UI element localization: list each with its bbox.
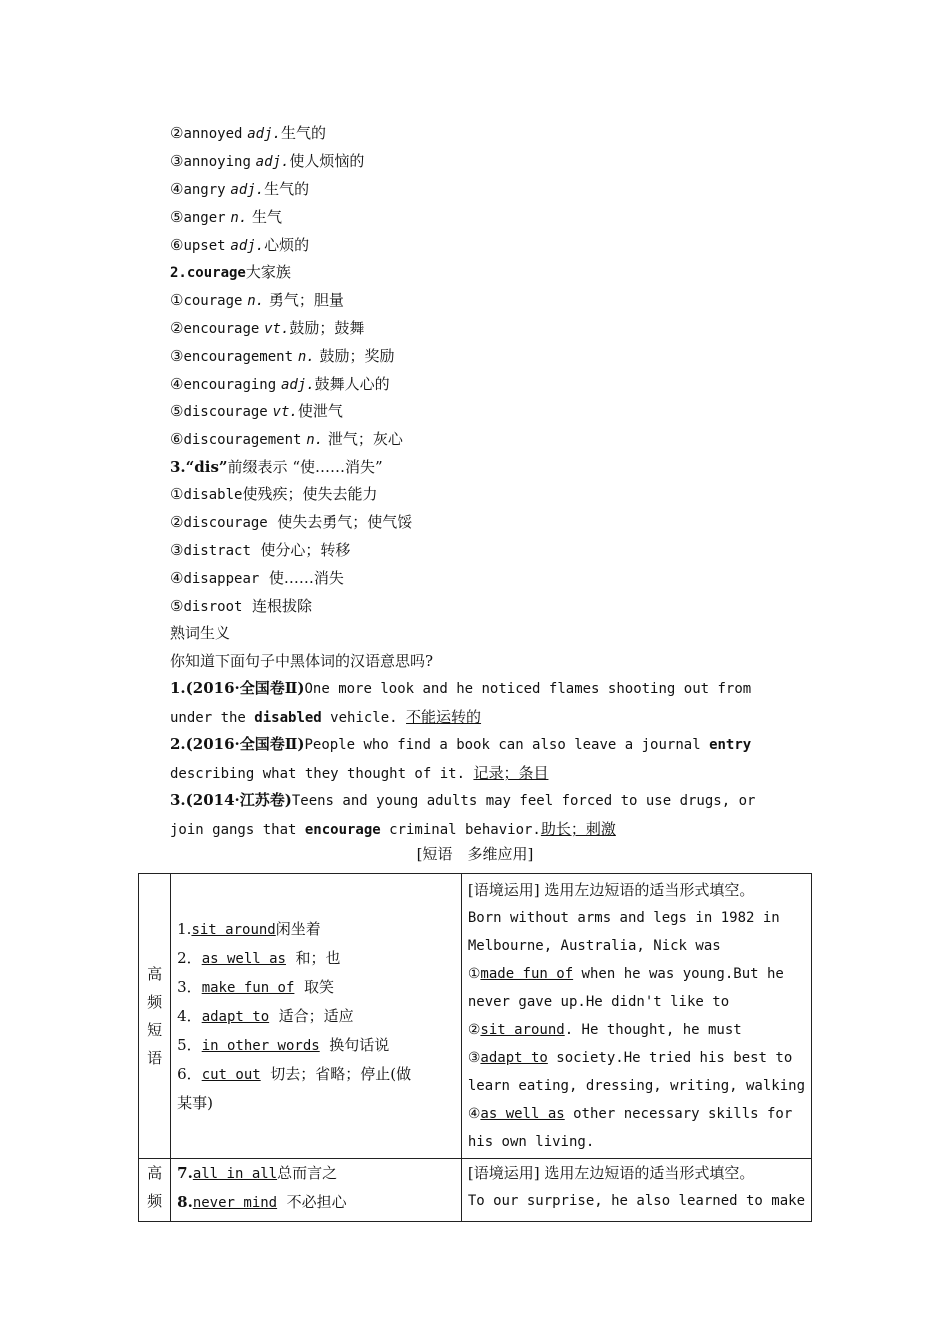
table-row	[139, 1159, 812, 1222]
list-item: ④angry adj.生气的	[170, 180, 310, 198]
exercise-line: ①made fun of when he was young.But he	[467, 966, 784, 982]
exercise-line: Born without arms and legs in 1982 in	[467, 910, 780, 926]
answer: adapt to	[480, 1050, 548, 1066]
list-item: ⑥discouragement n. 泄气；灰心	[170, 430, 403, 448]
list-item: ④encouraging adj.鼓舞人心的	[170, 375, 390, 393]
list-item-continued: 某事)	[177, 1094, 213, 1112]
list-item: 1.sit around闲坐着	[177, 920, 321, 938]
list-item: ③encouragement n. 鼓励；奖励	[170, 347, 395, 365]
exercise-line: To our surprise, he also learned to make	[467, 1193, 805, 1209]
answer: as well as	[480, 1106, 565, 1122]
row-label: 高 频 短 语	[139, 874, 171, 1159]
exercise-line: learn eating, dressing, writing, walking	[467, 1078, 805, 1094]
exercise-title: [语境运用] 选用左边短语的适当形式填空。	[467, 1164, 755, 1182]
courage-heading: 2.courage大家族	[170, 263, 291, 281]
familiar-prompt: 你知道下面句子中黑体词的汉语意思吗?	[170, 652, 434, 670]
context-exercise	[461, 1159, 811, 1222]
exercise-line: Melbourne, Australia, Nick was	[467, 938, 721, 954]
list-item: 7.all in all总而言之	[177, 1164, 338, 1182]
example-sentence: 1.(2016·全国卷Ⅱ)One more look and he noticed flames shooting out from under the disabled vehicle. 不能运转的	[170, 679, 752, 726]
exercise-line: ②sit around. He thought, he must	[467, 1022, 742, 1038]
list-item: ②encourage vt.鼓励；鼓舞	[170, 319, 365, 337]
exercise-line: his own living.	[467, 1134, 595, 1150]
row-label: 高 频	[139, 1159, 171, 1222]
answer: sit around	[480, 1022, 565, 1038]
list-item: 5．in other words 换句话说	[177, 1036, 390, 1054]
answer: made fun of	[480, 966, 574, 982]
section-caption: [短语 多维应用]	[416, 845, 534, 863]
exercise-line: never gave up.He didn't like to	[467, 994, 730, 1010]
phrase-list	[171, 1159, 462, 1222]
list-item: 8.never mind 不必担心	[177, 1193, 347, 1211]
list-item: ⑥upset adj.心烦的	[170, 236, 310, 254]
list-item: ②discourage 使失去勇气；使气馁	[170, 513, 413, 531]
exercise-line: ③adapt to society.He tried his best to	[467, 1050, 793, 1066]
list-item: ③distract 使分心；转移	[170, 541, 351, 559]
dis-heading: 3.“dis”前缀表示 “使……消失”	[170, 458, 383, 476]
list-item: 3．make fun of 取笑	[177, 978, 334, 996]
list-item: 2．as well as 和；也	[177, 949, 341, 967]
table-row	[139, 874, 812, 1159]
exercise-title: [语境运用] 选用左边短语的适当形式填空。	[467, 881, 755, 899]
list-item: ③annoying adj.使人烦恼的	[170, 152, 365, 170]
exercise-line: ④as well as other necessary skills for	[467, 1106, 793, 1122]
familiar-title: 熟词生义	[170, 624, 231, 642]
answer: 助长；刺激	[540, 820, 616, 838]
phrase-table	[138, 873, 812, 1222]
list-item: 4．adapt to 适合；适应	[177, 1007, 354, 1025]
list-item: ①courage n. 勇气；胆量	[170, 291, 344, 309]
list-item: ⑤disroot 连根拔除	[170, 597, 313, 615]
list-item: ⑤discourage vt.使泄气	[170, 402, 343, 420]
example-sentence: 3.(2014·江苏卷)Teens and young adults may feel forced to use drugs, or join gangs that encourage criminal behavior.助长；刺激	[170, 791, 756, 838]
answer: 不能运转的	[406, 708, 482, 726]
list-item: ⑤anger n. 生气	[170, 208, 283, 226]
phrase-list	[171, 874, 462, 1159]
list-item: ②annoyed adj.生气的	[170, 124, 326, 142]
example-sentence: 2.(2016·全国卷Ⅱ)People who find a book can also leave a journal entry describing what they thought of it. 记录；条目	[170, 735, 752, 782]
list-item: ④disappear 使……消失	[170, 569, 344, 587]
context-exercise	[461, 874, 811, 1159]
answer: 记录；条目	[473, 764, 549, 782]
list-item: 6．cut out 切去；省略；停止(做	[177, 1065, 412, 1083]
list-item: ①disable使残疾；使失去能力	[170, 485, 378, 503]
